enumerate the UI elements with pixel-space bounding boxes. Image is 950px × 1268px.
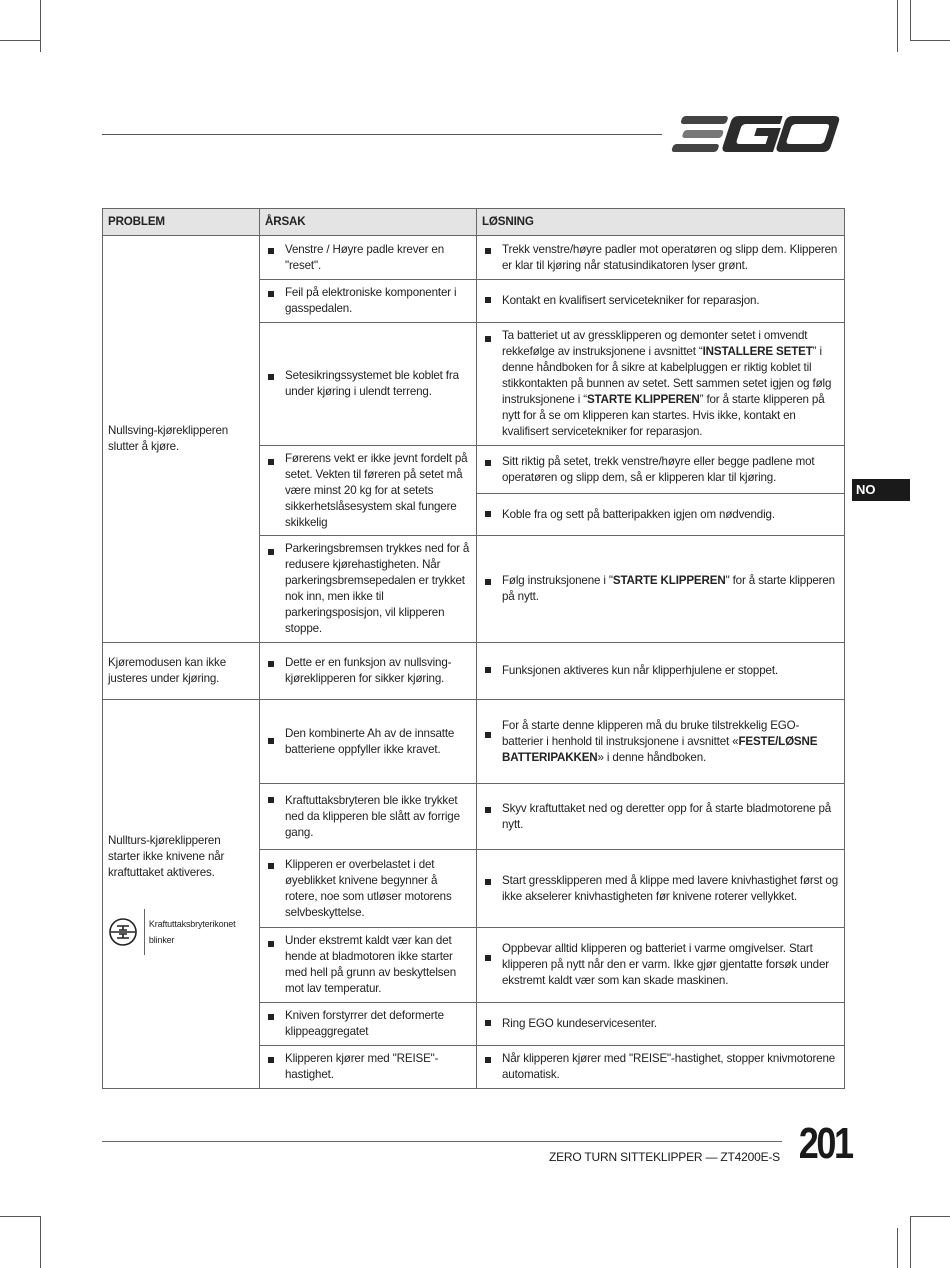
solution-emphasis: INSTALLERE SETET [702,345,813,358]
crop-mark [40,0,41,52]
table-row [103,700,845,784]
header-cause: ÅRSAK [260,209,477,236]
problem-text: Nullsving-kjøreklipperen slutter å kjøre. [108,424,229,453]
cause-cell: Klipperen kjører med "REISE"-hastighet. [260,1046,477,1089]
pto-switch-icon [108,917,138,947]
problem-text: Kjøremodusen kan ikke justeres under kjøring. [108,656,226,685]
cause-cell: Feil på elektroniske komponenter i gasspedalen. [260,280,477,323]
solution-text: " for å starte klipperen på nytt. [502,574,835,603]
language-tab: NO [852,479,910,501]
cause-cell: Kniven forstyrrer det deformerte klippeaggregatet [260,1003,477,1046]
solution-cell: Start gressklipperen med å klippe med lavere knivhastighet først og ikke akselerer knivhastigheten før knivene roterer vellykket. [477,850,845,928]
icon-caption: Kraftuttaksbryterikonet blinker [148,919,236,945]
problem-cell [103,700,260,1089]
problem-cell [103,236,260,643]
ego-logo-graphic [670,112,846,156]
table-row [103,236,845,280]
troubleshooting-table [102,208,845,1089]
solution-cell: Ring EGO kundeservicesenter. [477,1003,845,1046]
solution-cell: Koble fra og sett på batteripakken igjen om nødvendig. [477,494,845,536]
solution-emphasis: STARTE KLIPPEREN [586,393,700,406]
header-rule [102,134,662,135]
solution-text: Ta batteriet ut av gressklipperen og demonter setet i omvendt rekkefølge av instruksjonene i avsnittet “ [502,329,808,358]
solution-cell [477,323,845,446]
page-number: 201 [798,1119,852,1168]
solution-text: ” i denne håndboken for å sikre at kabelpluggen er riktig koblet til stikkontakten på bunnen av setet. Sett sammen setet igjen og følg instruksjonene i “ [502,345,832,406]
solution-cell [477,536,845,643]
cause-cell: Førerens vekt er ikke jevnt fordelt på setet. Vekten til føreren på setet må være minst 20 kg for at setets sikkerhetslåsesystem skal fungere skikkelig [260,446,477,536]
solution-text: For å starte denne klipperen må du bruke tilstrekkelig EGO-batterier i henhold til instruksjonene i avsnittet « [502,718,800,748]
solution-cell [477,700,845,784]
cause-cell: Klipperen er overbelastet i det øyeblikket knivene begynner å rotere, noe som utløser motorens selvbeskyttelse. [260,850,477,928]
solution-cell: Skyv kraftuttaket ned og deretter opp for å starte bladmotorene på nytt. [477,784,845,850]
footer-title: ZERO TURN SITTEKLIPPER — ZT4200E-S [548,1150,780,1164]
crop-mark [0,40,40,41]
header-problem: PROBLEM [103,209,260,236]
solution-cell: Når klipperen kjører med "REISE"-hastighet, stopper knivmotorene automatisk. [477,1046,845,1089]
cause-cell: Kraftuttaksbryteren ble ikke trykket ned da klipperen ble slått av forrige gang. [260,784,477,850]
crop-mark [897,1228,898,1268]
solution-text: » i denne håndboken. [597,750,707,764]
cause-cell: Den kombinerte Ah av de innsatte batteriene oppfyller ikke kravet. [260,700,477,784]
crop-mark [40,1216,41,1268]
crop-mark [910,0,911,40]
cause-cell: Parkeringsbremsen trykkes ned for å redusere kjørehastigheten. Når parkeringsbremsepedalen er trykket nok inn, men ikke til parkeringsposisjon, vil klipperen stoppe. [260,536,477,643]
cause-cell: Setesikringssystemet ble koblet fra under kjøring i ulendt terreng. [260,323,477,446]
pto-indicator [108,909,254,955]
solution-cell: Oppbevar alltid klipperen og batteriet i varme omgivelser. Start klipperen på nytt når den er varm. Ikke gjør gjentatte forsøk under ekstremt kaldt vær som kan skade maskinen. [477,928,845,1003]
header-solution: LØSNING [477,209,845,236]
crop-mark [910,1216,911,1268]
problem-cell [103,643,260,700]
footer-rule [102,1141,782,1142]
solution-emphasis: FESTE/LØSNE BATTERIPAKKEN [502,734,818,764]
table-header-row [103,209,845,236]
solution-cell: Kontakt en kvalifisert servicetekniker for reparasjon. [477,280,845,323]
icon-divider [144,909,145,955]
solution-text: ” for å starte klipperen på nytt for å se om klipperen kan startes. Hvis ikke, kontakt en kvalifisert servicetekniker for reparasjon. [502,393,825,438]
cause-cell: Venstre / Høyre padle krever en "reset". [260,236,477,280]
solution-cell: Sitt riktig på setet, trekk venstre/høyre eller begge padlene mot operatøren og slipp dem, så er klipperen klar til kjøring. [477,446,845,494]
ego-logo [670,112,846,156]
problem-text: Nullturs-kjøreklipperen starter ikke knivene når kraftuttaket aktiveres. [108,834,225,879]
crop-mark [0,1216,40,1217]
cause-cell: Under ekstremt kaldt vær kan det hende at bladmotoren ikke starter med hell på grunn av beskyttelsen mot lav temperatur. [260,928,477,1003]
crop-mark [910,1216,950,1217]
cause-cell: Dette er en funksjon av nullsving-kjøreklipperen for sikker kjøring. [260,643,477,700]
crop-mark [897,0,898,52]
crop-mark [910,40,950,41]
solution-emphasis: STARTE KLIPPEREN [612,574,726,587]
solution-cell: Trekk venstre/høyre padler mot operatøren og slipp dem. Klipperen er klar til kjøring når statusindikatoren lyser grønt. [477,236,845,280]
solution-text: Følg instruksjonene i " [502,574,613,587]
solution-cell: Funksjonen aktiveres kun når klipperhjulene er stoppet. [477,643,845,700]
table-row [103,643,845,700]
